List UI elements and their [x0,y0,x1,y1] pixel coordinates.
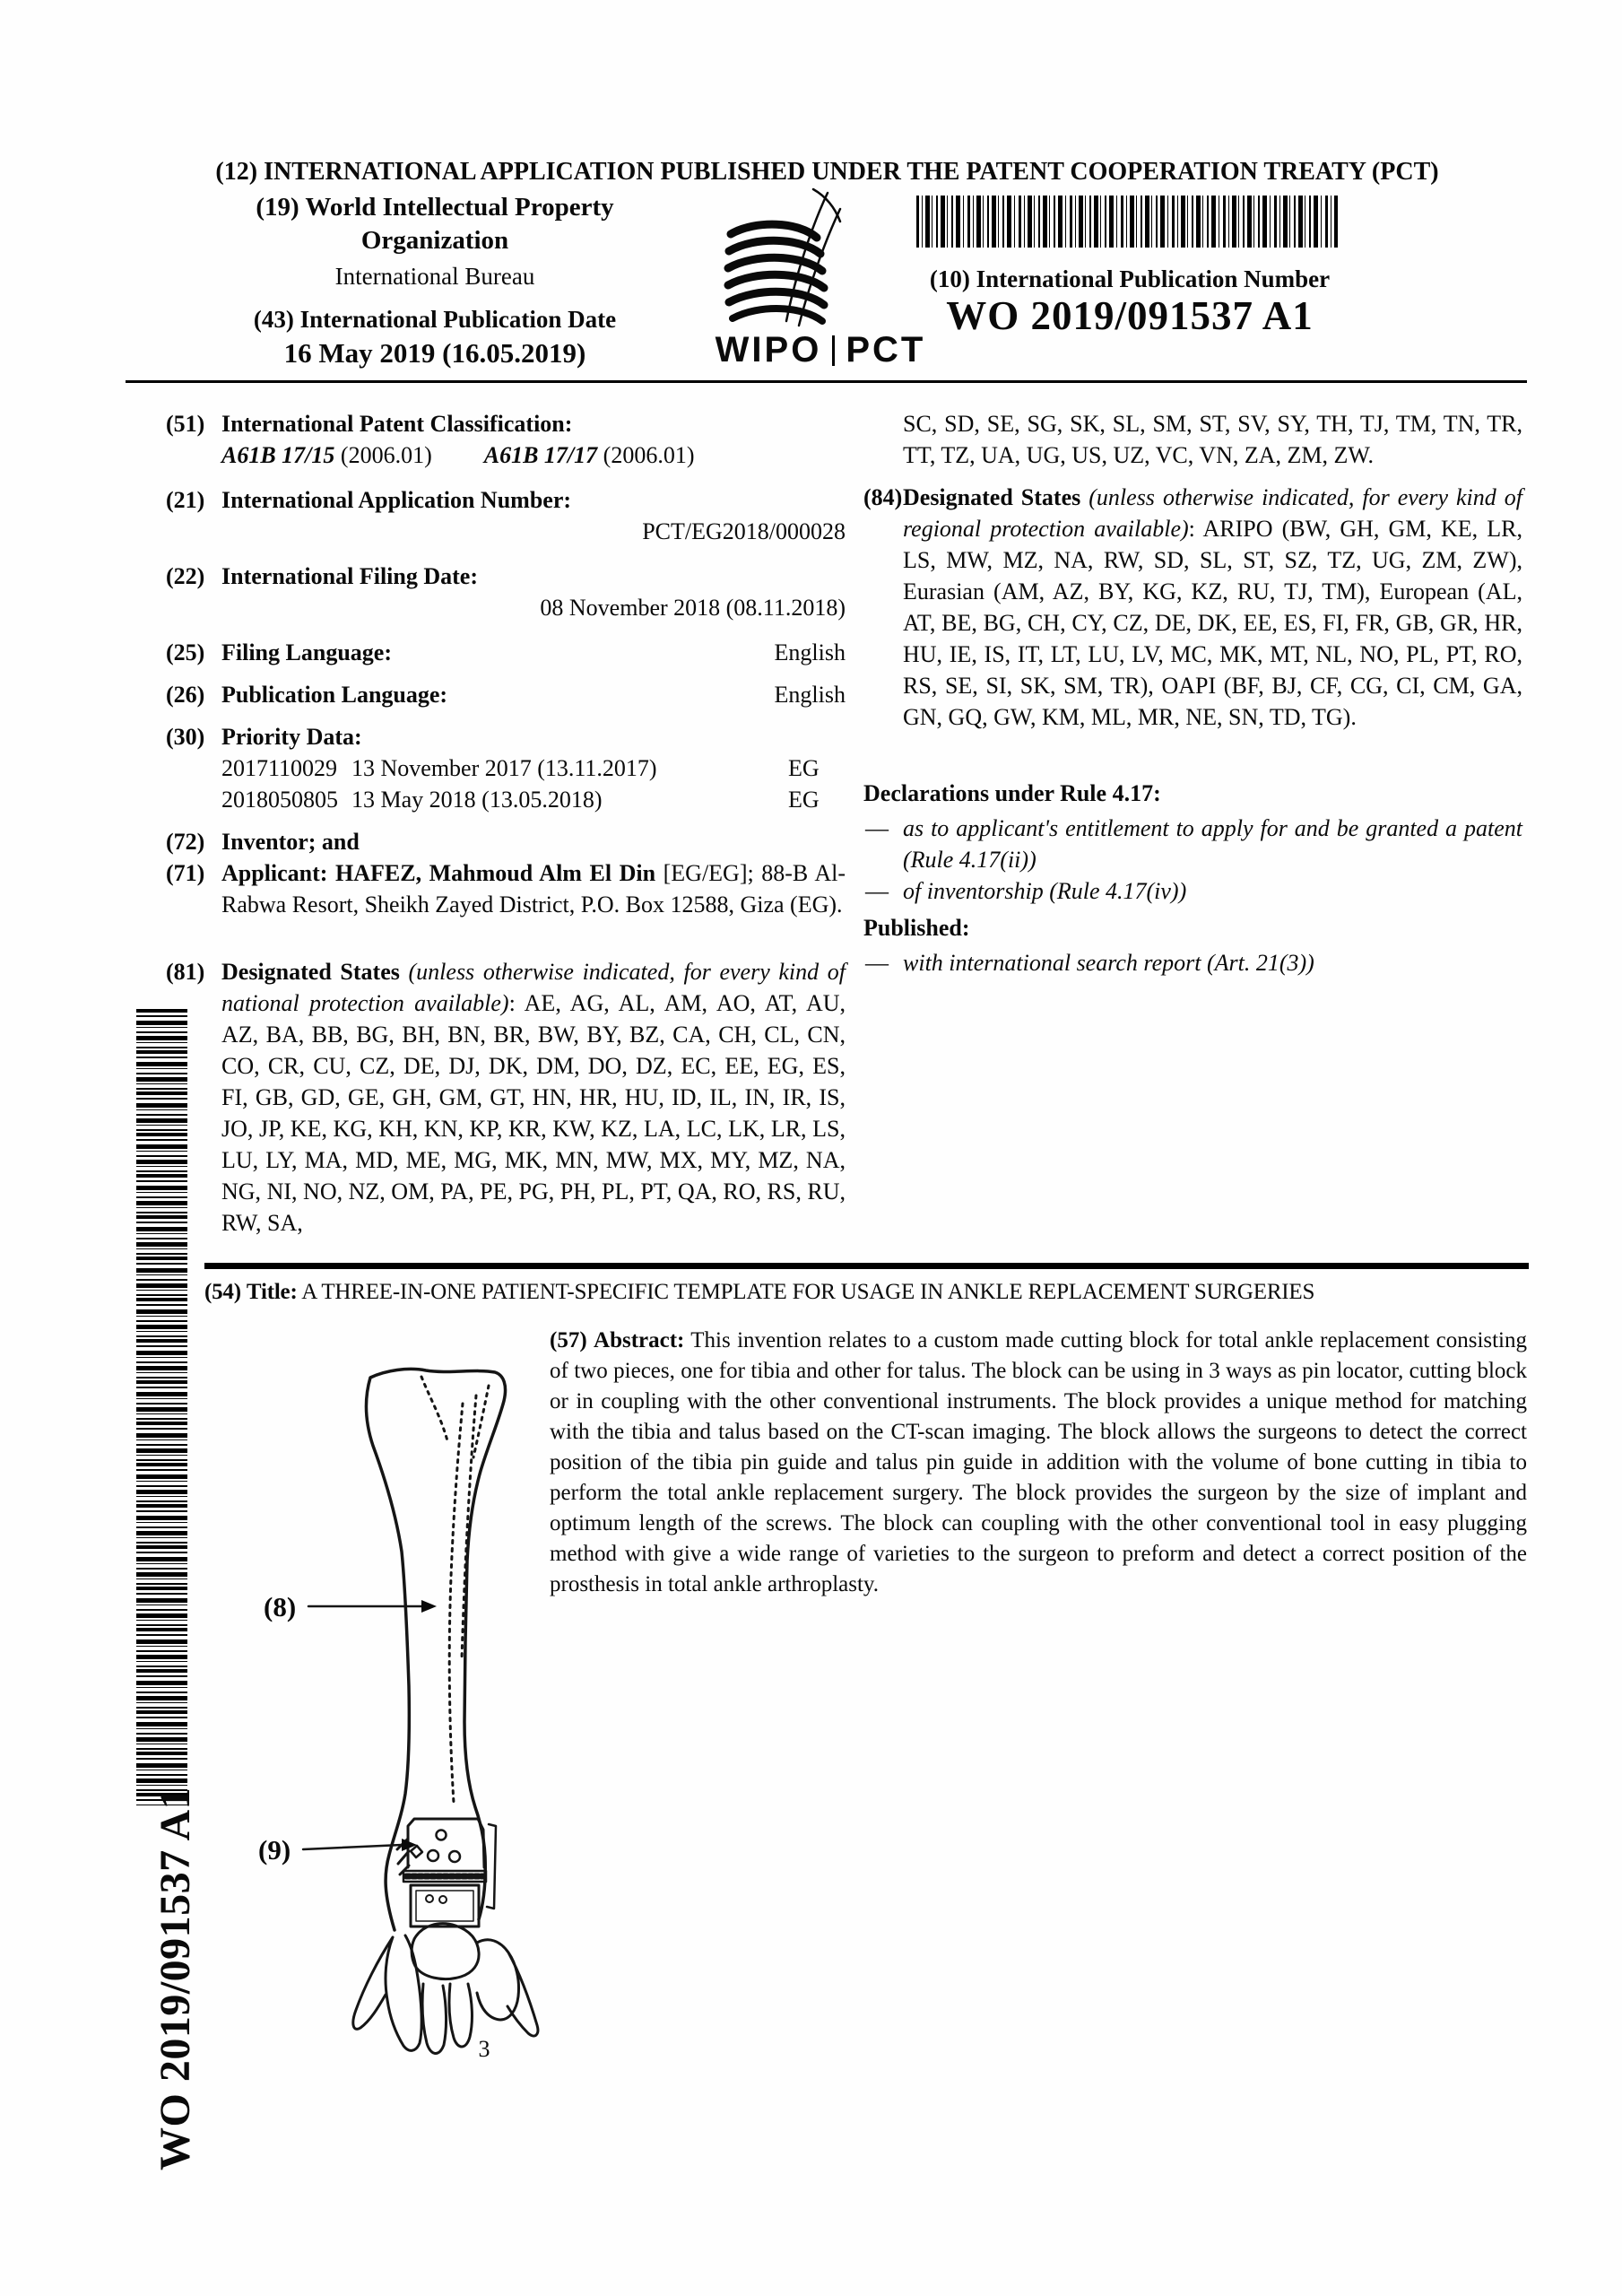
field-number: (22) [166,563,205,589]
field-value: English [774,639,846,665]
field-inventor [166,826,846,857]
field-label: Filing Language: [221,639,392,665]
publication-number-label [897,265,1363,293]
foot-bones [353,1935,538,2054]
pin-hole-diamond [411,1846,422,1857]
field-label: Abstract: [594,1328,685,1352]
talus [412,1924,479,1979]
field-number: (54) [204,1280,241,1304]
label-text: International Publication Number [976,265,1331,292]
wipo-wordmark: WIPO [715,330,822,370]
declarations-heading: Declarations under Rule 4.17: [863,780,1161,806]
label-8-arrowhead [421,1600,437,1613]
field-value: PCT/EG2018/000028 [642,518,846,544]
org-bureau: International Bureau [334,263,535,290]
field-ipc [166,408,846,471]
applicant-name: HAFEZ, Mahmoud Alm El Din [335,860,656,886]
field-label: Designated States [221,959,400,985]
field-number: (72) [166,829,205,855]
barcode-publication [916,196,1338,248]
screw-hole [437,1831,447,1840]
field-number: (84) [863,484,903,510]
priority-number: 2017110029 [221,755,338,781]
field-designated-states-81 [166,956,846,1239]
publication-date-label [229,306,641,334]
barcode-sidebar [136,1009,187,1805]
field-value: English [774,682,846,708]
figure-label-9: (9) [258,1834,291,1866]
ipc-class-1 [221,439,432,471]
field-filing-date [166,561,846,623]
declaration-item: — of inventorship (Rule 4.17(iv)) [863,875,1522,907]
block-pin [439,1896,447,1903]
states-list: SC, SD, SE, SG, SK, SL, SM, ST, SV, SY, TH, TJ, TM, TN, TR, TT, TZ, UA, UG, US, UZ, VC, VN, ZA, ZM, ZW. [903,411,1522,468]
block-body-outer [411,1885,479,1926]
block-pin [426,1895,433,1902]
wipo-logo-icon [713,182,861,330]
priority-row [221,784,846,815]
field-filing-language [166,637,846,668]
field-number: (30) [166,724,205,750]
field-label: International Application Number: [221,487,572,513]
title-divider-rule [204,1263,1529,1269]
pct-header-text: INTERNATIONAL APPLICATION PUBLISHED UNDER THE PATENT COOPERATION TREATY (PCT) [264,158,1439,186]
field-label: Title: [246,1280,298,1304]
field-designated-states-84 [863,482,1522,733]
designated-states-81-continued [863,408,1522,471]
publication-date-value: 16 May 2019 (16.05.2019) [283,337,586,369]
field-label: Priority Data: [221,724,362,750]
publishing-organization [229,191,641,293]
declaration-item: — as to applicant's entitlement to apply for and be granted a patent (Rule 4.17(ii)) [863,813,1522,875]
field-label: Publication Language: [221,682,448,708]
priority-country: EG [788,787,820,813]
block-bracket [487,1824,496,1909]
field-note: (unless otherwise indicated, for every kind of regional protection available) [903,484,1523,542]
ipc-classifications [221,439,846,471]
ipc-version: (2006.01) [340,442,432,468]
invention-title: A THREE-IN-ONE PATIENT-SPECIFIC TEMPLATE FOR USAGE IN ANKLE REPLACEMENT SURGERIES [301,1280,1315,1304]
wordmark-divider [832,335,835,366]
label-text: International Publication Date [299,306,617,333]
pct-wordmark: PCT [846,330,926,370]
org-name: World Intellectual Property [305,193,614,222]
ipc-version: (2006.01) [603,442,695,468]
ipc-class-2 [484,439,695,471]
field-value: 08 November 2018 (08.11.2018) [540,595,846,621]
ipc-code: A61B 17/17 [483,442,598,468]
priority-date: 13 November 2017 (13.11.2017) [351,755,657,781]
org-name-line1 [229,191,641,224]
field-label: International Filing Date: [221,563,478,589]
field-number: (25) [166,639,205,665]
field-priority-data [166,721,846,815]
figure-label-8: (8) [264,1591,297,1622]
field-number: (10) [929,265,970,292]
field-number: (81) [166,959,205,985]
field-label: International Patent Classification: [221,411,573,437]
priority-number: 2018050805 [221,787,338,813]
field-number: (71) [166,860,205,886]
abstract-section [550,1326,1527,1600]
field-number: (43) [253,306,294,333]
block-body-inner [416,1891,473,1921]
field-note: (unless otherwise indicated, for every kind of national protection available) [221,959,846,1016]
abstract-text: This invention relates to a custom made cutting block for total ankle replacement consisting of two pieces, one for tibia and other for talus. The block can be using in 3 ways as pin locator, cutting block or in coupling with the other conventional instruments. The block provides a unique method for matching with the tibia and talus based on the CT-scan imaging. The block allows the surgeons to detect the correct position of the tibia pin guide and talus pin guide in addition with the volume of bone cutting in tibia to perform the total ankle replacement surgery. The block provides the surgeon by the size of implant and optimum length of the screws. The block can coupling with the other conventional tool in easy plugging method with give a wide range of varieties to the surgeon to preform and detect a correct position of the prosthesis in total ankle arthroplasty. [550,1328,1528,1596]
tibia-shading [421,1377,489,1803]
sidebar-publication-number: WO 2019/091537 A1 [152,1787,199,2170]
field-number: (21) [166,487,205,513]
field-label: Inventor; and [221,829,360,855]
field-number: (57) [550,1328,587,1352]
published-heading: Published: [863,915,970,941]
field-publication-language [166,679,846,710]
priority-country: EG [788,755,820,781]
figure-page-number: 3 [478,2036,490,2062]
screw-hole [449,1851,460,1862]
field-number: (12) [215,158,258,186]
priority-date: 13 May 2018 (13.05.2018) [351,787,603,813]
publication-number-value: WO 2019/091537 A1 [946,293,1314,338]
states-list: : ARIPO (BW, GH, GM, KE, LR, LS, MW, MZ, NA, RW, SD, SL, ST, SZ, TZ, UG, ZM, ZW), Eurasian (AM, AZ, BY, KG, KZ, RU, TJ, TM), European (AL, AT, BE, BG, CH, CY, CZ, DE, DK, EE, ES, FI, FR, GB, GR, HR, HU, IE, IS, IT, LT, LU, LV, MC, MK, MT, NL, NO, PL, PT, RO, RS, SE, SI, SK, SM, TR), OAPI (BF, BJ, CF, CG, CI, CM, GA, GN, GQ, GW, KM, ML, MR, NE, SN, TD, TG). [903,516,1522,730]
field-applicant [166,857,846,920]
field-label: Applicant: [221,860,328,886]
header-divider-rule [126,380,1527,383]
field-label: Designated States [903,484,1081,510]
field-application-number [166,484,846,547]
field-number: (51) [166,411,205,437]
screw-hole [428,1850,438,1861]
title-section [204,1280,1529,1305]
label-9-leader [303,1845,402,1849]
published-item: — with international search report (Art. 21(3)) [863,947,1522,978]
priority-row [221,752,846,784]
figure-tibia-cutting-block [233,1341,610,2094]
org-name-line2: Organization [360,226,509,255]
field-number: (19) [256,193,299,222]
publication-date-block [229,306,641,370]
field-number: (26) [166,682,205,708]
states-list: : AE, AG, AL, AM, AO, AT, AU, AZ, BA, BB, BG, BH, BN, BR, BW, BY, BZ, CA, CH, CL, CN, CO, CR, CU, CZ, DE, DJ, DK, DM, DO, DZ, EC, EE, EG, ES, FI, GB, GD, GE, GH, GM, GT, HN, HR, HU, ID, IL, IN, IR, IS, JO, JP, KE, KG, KH, KN, KP, KR, KW, KZ, LA, LC, LK, LR, LS, LU, LY, MA, MD, ME, MG, MK, MN, MW, MX, MY, MZ, NA, NG, NI, NO, NZ, OM, PA, PE, PG, PH, PL, PT, QA, RO, RS, RU, RW, SA, [221,990,846,1236]
applicant-address: [EG/EG]; 88-B Al-Rabwa Resort, Sheikh Zayed District, P.O. Box 12588, Giza (EG). [221,860,846,918]
ipc-code: A61B 17/15 [221,442,335,468]
